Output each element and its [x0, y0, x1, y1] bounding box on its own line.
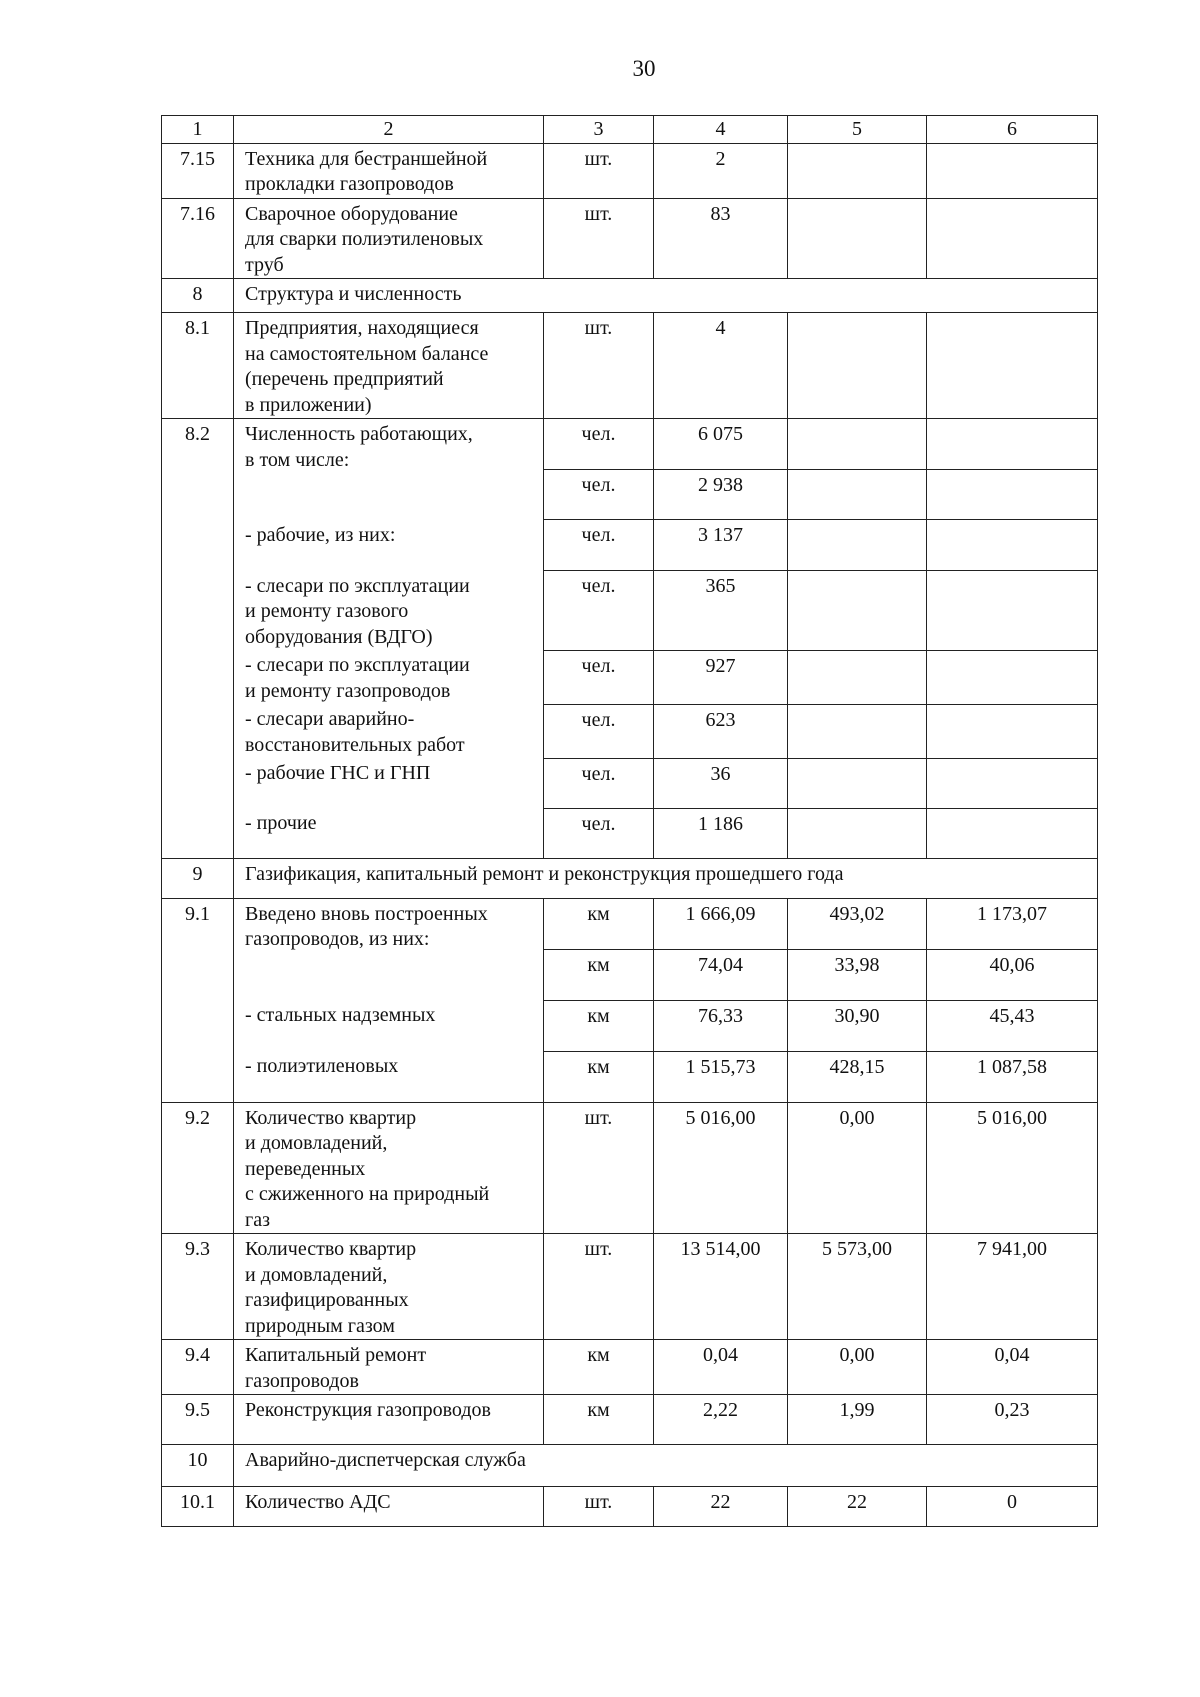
row-value-col5: 0,00: [788, 1102, 927, 1234]
header-cell: 6: [927, 116, 1098, 144]
row-name: Введено вновь построенных газопроводов, из них:: [234, 898, 544, 1000]
row-name: Сварочное оборудование для сварки полиэтиленовых труб: [234, 198, 544, 279]
row-value-col5: 22: [788, 1487, 927, 1527]
row-number: 9.4: [162, 1340, 234, 1395]
row-name: Предприятия, находящиеся на самостоятельном балансе (перечень предприятий в приложении): [234, 313, 544, 419]
row-value-col6: 0,23: [927, 1395, 1098, 1445]
header-cell: 5: [788, 116, 927, 144]
row-value-col5: 428,15: [788, 1051, 927, 1102]
table-row: [162, 1487, 1098, 1527]
header-row: [162, 116, 1098, 144]
row-value-col5: [788, 571, 927, 651]
row-number: 10.1: [162, 1487, 234, 1527]
row-number: 9.5: [162, 1395, 234, 1445]
row-value-col5: 0,00: [788, 1340, 927, 1395]
row-unit: км: [544, 898, 654, 949]
row-number: 8.1: [162, 313, 234, 419]
row-value-col5: [788, 808, 927, 858]
table-row: [162, 808, 1098, 858]
row-name: Количество квартир и домовладений, переведенных с сжиженного на природный газ: [234, 1102, 544, 1234]
row-name: - полиэтиленовых: [234, 1051, 544, 1102]
table-row: [162, 650, 1098, 704]
section-row: [162, 279, 1098, 313]
row-unit: шт.: [544, 1234, 654, 1340]
row-name: - прочие: [234, 808, 544, 858]
row-number: 7.16: [162, 198, 234, 279]
row-value-col4: 0,04: [654, 1340, 788, 1395]
row-value-col4: 3 137: [654, 520, 788, 571]
table-row: [162, 704, 1098, 758]
table-row: [162, 758, 1098, 808]
header-cell: 3: [544, 116, 654, 144]
row-value-col4: 5 016,00: [654, 1102, 788, 1234]
row-unit: км: [544, 1395, 654, 1445]
section-number: 9: [162, 858, 234, 898]
row-number: 7.15: [162, 143, 234, 198]
row-value-col5: [788, 704, 927, 758]
data-table: [161, 115, 1098, 1527]
row-unit: чел.: [544, 571, 654, 651]
row-unit: км: [544, 1340, 654, 1395]
table-row: [162, 1000, 1098, 1051]
row-name: Численность работающих, в том числе:: [234, 419, 544, 520]
table-row: [162, 520, 1098, 571]
row-unit: чел.: [544, 808, 654, 858]
row-unit: чел.: [544, 470, 654, 520]
row-value-col6: [927, 758, 1098, 808]
section-title: Структура и численность: [234, 279, 1098, 313]
row-value-col4: 74,04: [654, 949, 788, 1000]
row-value-col6: 1 087,58: [927, 1051, 1098, 1102]
row-value-col5: 1,99: [788, 1395, 927, 1445]
row-value-col6: [927, 419, 1098, 470]
table-row: [162, 1395, 1098, 1445]
row-value-col4: 22: [654, 1487, 788, 1527]
row-value-col4: 4: [654, 313, 788, 419]
row-unit: чел.: [544, 704, 654, 758]
row-value-col4: 1 515,73: [654, 1051, 788, 1102]
row-number: 9.2: [162, 1102, 234, 1234]
row-value-col4: 927: [654, 650, 788, 704]
row-value-col4: 6 075: [654, 419, 788, 470]
row-value-col6: [927, 470, 1098, 520]
row-value-col6: 0: [927, 1487, 1098, 1527]
row-unit: чел.: [544, 758, 654, 808]
row-value-col6: [927, 650, 1098, 704]
row-unit: шт.: [544, 1102, 654, 1234]
row-name: Техника для бестраншейной прокладки газопроводов: [234, 143, 544, 198]
row-value-col6: 1 173,07: [927, 898, 1098, 949]
row-name: Количество АДС: [234, 1487, 544, 1527]
section-number: 10: [162, 1445, 234, 1487]
row-value-col6: 40,06: [927, 949, 1098, 1000]
row-value-col4: 365: [654, 571, 788, 651]
row-value-col5: 493,02: [788, 898, 927, 949]
row-value-col5: [788, 419, 927, 470]
table-row: [162, 1234, 1098, 1340]
row-value-col4: 2: [654, 143, 788, 198]
row-number: 9.3: [162, 1234, 234, 1340]
row-name: Капитальный ремонт газопроводов: [234, 1340, 544, 1395]
table-row: [162, 898, 1098, 949]
section-row: [162, 858, 1098, 898]
header-cell: 1: [162, 116, 234, 144]
row-unit: шт.: [544, 143, 654, 198]
table-row: [162, 1051, 1098, 1102]
row-name: - слесари аварийно- восстановительных работ: [234, 704, 544, 758]
row-value-col4: 76,33: [654, 1000, 788, 1051]
row-value-col6: [927, 704, 1098, 758]
row-value-col5: [788, 520, 927, 571]
page-number: 30: [632, 56, 656, 81]
row-unit: шт.: [544, 1487, 654, 1527]
row-value-col6: 0,04: [927, 1340, 1098, 1395]
row-number: 8.2: [162, 419, 234, 859]
row-unit: чел.: [544, 520, 654, 571]
row-value-col4: 2 938: [654, 470, 788, 520]
table-row: [162, 1340, 1098, 1395]
row-unit: чел.: [544, 419, 654, 470]
row-name: Реконструкция газопроводов: [234, 1395, 544, 1445]
row-value-col4: 1 666,09: [654, 898, 788, 949]
table-row: [162, 419, 1098, 470]
row-value-col4: 2,22: [654, 1395, 788, 1445]
row-unit: чел.: [544, 650, 654, 704]
row-name: Количество квартир и домовладений, газифицированных природным газом: [234, 1234, 544, 1340]
row-value-col4: 623: [654, 704, 788, 758]
row-unit: км: [544, 1051, 654, 1102]
row-value-col6: [927, 143, 1098, 198]
row-unit: км: [544, 1000, 654, 1051]
section-title: Газификация, капитальный ремонт и реконструкция прошедшего года: [234, 858, 1098, 898]
row-value-col6: 45,43: [927, 1000, 1098, 1051]
row-value-col6: 7 941,00: [927, 1234, 1098, 1340]
row-name: - слесари по эксплуатации и ремонту газопроводов: [234, 650, 544, 704]
row-value-col5: [788, 650, 927, 704]
table-row: [162, 1102, 1098, 1234]
row-unit: шт.: [544, 198, 654, 279]
row-value-col4: 83: [654, 198, 788, 279]
row-name: - рабочие ГНС и ГНП: [234, 758, 544, 808]
table-row: [162, 571, 1098, 651]
row-value-col4: 36: [654, 758, 788, 808]
row-value-col5: 30,90: [788, 1000, 927, 1051]
table-row: [162, 313, 1098, 419]
table-row: [162, 198, 1098, 279]
row-number: 9.1: [162, 898, 234, 1102]
row-value-col5: 33,98: [788, 949, 927, 1000]
row-value-col5: [788, 470, 927, 520]
header-cell: 2: [234, 116, 544, 144]
table-row: [162, 143, 1098, 198]
row-value-col4: 13 514,00: [654, 1234, 788, 1340]
row-value-col6: 5 016,00: [927, 1102, 1098, 1234]
row-unit: км: [544, 949, 654, 1000]
row-value-col5: [788, 143, 927, 198]
row-value-col6: [927, 571, 1098, 651]
header-cell: 4: [654, 116, 788, 144]
row-value-col5: [788, 758, 927, 808]
section-row: [162, 1445, 1098, 1487]
row-name: - рабочие, из них:: [234, 520, 544, 571]
row-value-col6: [927, 520, 1098, 571]
row-value-col6: [927, 198, 1098, 279]
row-value-col5: [788, 198, 927, 279]
row-value-col5: 5 573,00: [788, 1234, 927, 1340]
row-value-col5: [788, 313, 927, 419]
row-value-col6: [927, 808, 1098, 858]
row-name: - слесари по эксплуатации и ремонту газового оборудования (ВДГО): [234, 571, 544, 651]
row-name: - стальных надземных: [234, 1000, 544, 1051]
section-number: 8: [162, 279, 234, 313]
row-value-col6: [927, 313, 1098, 419]
section-title: Аварийно-диспетчерская служба: [234, 1445, 1098, 1487]
row-value-col4: 1 186: [654, 808, 788, 858]
row-unit: шт.: [544, 313, 654, 419]
